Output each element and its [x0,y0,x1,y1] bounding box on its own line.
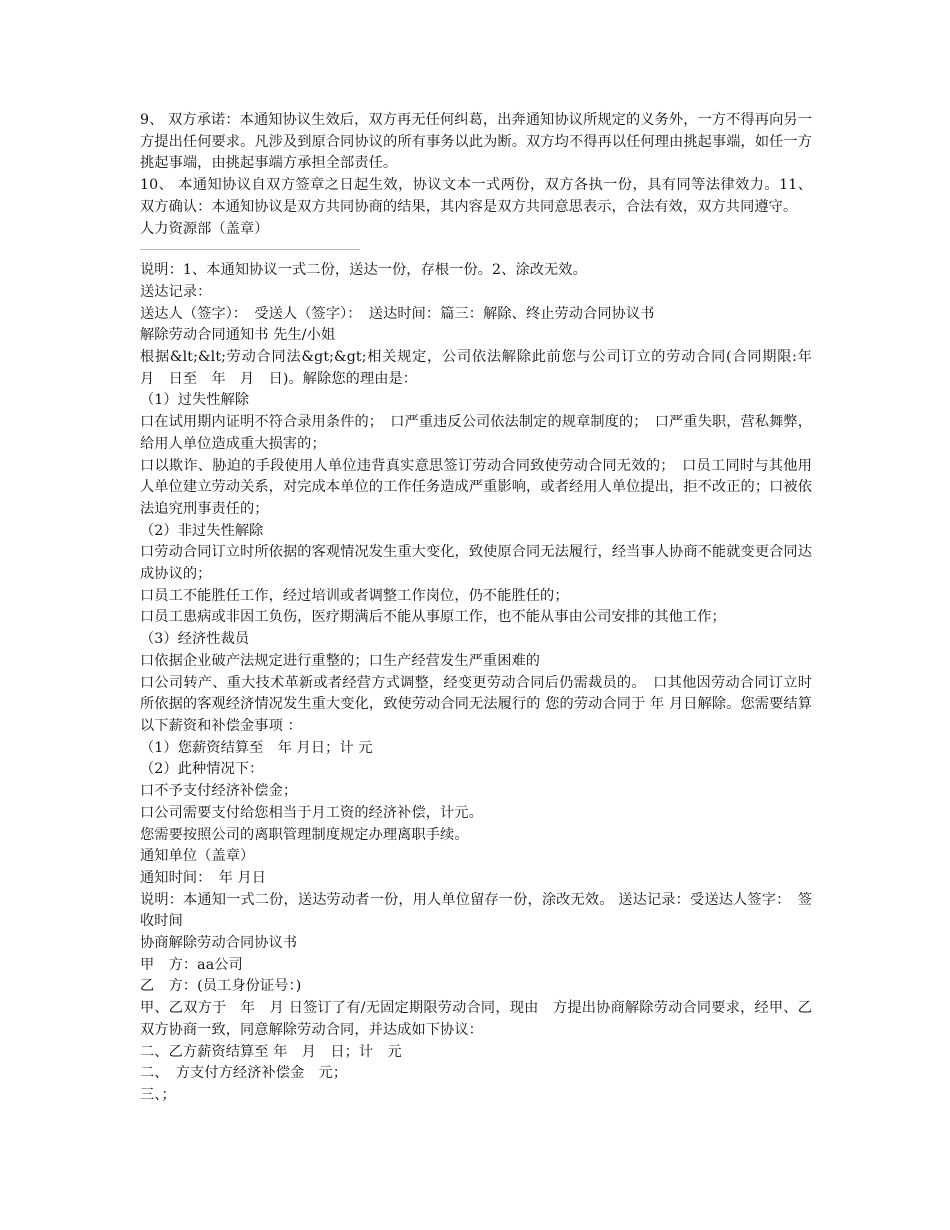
document-paragraph: 协商解除劳动合同协议书 [140,935,298,952]
document-paragraph: 口公司需要支付给您相当于月工资的经济补偿，计元。 [140,804,483,821]
document-paragraph: 口劳动合同订立时所依据的客观情况发生重大变化，致使原合同无法履行，经当事人协商不能就变更合同达成协议的； [140,544,812,583]
document-paragraph: 二、乙方薪资结算至 年 月 日；计 元 [140,1043,402,1060]
document-paragraph: 说明：1、本通知协议一式二份，送达一份，存根一份。2、涂改无效。 [140,262,587,279]
document-paragraph: 通知单位（盖章） [140,848,255,865]
document-paragraph: 送达记录： [140,283,212,300]
document-paragraph: 口员工不能胜任工作，经过培训或者调整工作岗位，仍不能胜任的； [140,587,569,604]
document-paragraph: 甲 方：aa公司 [140,956,243,973]
paragraph-group-before-rule [140,110,812,240]
document-paragraph: 三、； [140,1086,176,1103]
document-paragraph: （3）经济性裁员 [140,631,250,648]
document-paragraph: 通知时间： 年 月日 [140,869,267,886]
document-paragraph: 说明：本通知一式二份，送达劳动者一份，用人单位留存一份，涂改无效。 送达记录：受送达人签字： 签收时间 [140,891,812,930]
document-paragraph: 乙 方：(员工身份证号：) [140,978,302,995]
document-paragraph: 您需要按照公司的离职管理制度规定办理离职手续。 [140,826,469,843]
document-paragraph: 9、 双方承诺：本通知协议生效后，双方再无任何纠葛，出奔通知协议所规定的义务外，一方不得再向另一方提出任何要求。凡涉及到原合同协议的所有事务以此为断。双方均不得再以任何理由挑起事端，如任一方挑起事端，由挑起事端方承担全部责任。 [140,112,812,172]
document-paragraph: 口员工患病或非因工负伤，医疗期满后不能从事原工作，也不能从事由公司安排的其他工作； [140,609,726,626]
document-paragraph: （2）非过失性解除 [140,522,264,539]
document-paragraph: 送达人（签字）： 受送人（签字）： 送达时间：篇三：解除、终止劳动合同协议书 [140,305,655,322]
document-paragraph: 人力资源部（盖章） [140,220,269,237]
document-paragraph: 10、 本通知协议自双方签章之日起生效，协议文本一式两份，双方各执一份，具有同等法律效力。11、 双方确认：本通知协议是双方共同协商的结果，其内容是双方共同意思表示，合法有效，双方共同遵守。 [140,177,812,215]
document-paragraph: 口在试用期内证明不符合录用条件的； 口严重违反公司依法制定的规章制度的； 口严重失职，营私舞弊，给用人单位造成重大损害的； [140,414,812,452]
document-paragraph: （1）您薪资结算至 年 月日；计 元 [140,739,373,756]
document-body [140,110,827,1107]
document-paragraph: 口以欺诈、胁迫的手段使用人单位违背真实意思签订劳动合同致使劳动合同无效的； 口员工同时与其他用人单位建立劳动关系，对完成本单位的工作任务造成严重影响，或者经用人单位提出，拒不改正的；口被依法追究刑事责任的； [140,457,812,517]
paragraph-group-after-rule [140,260,827,1106]
document-paragraph: （1）过失性解除 [140,392,250,409]
document-paragraph: 二、 方支付方经济补偿金 元； [140,1065,348,1082]
document-paragraph: 口不予支付经济补偿金； [140,783,298,800]
document-paragraph: 口公司转产、重大技术革新或者经营方式调整，经变更劳动合同后仍需裁员的。 口其他因劳动合同订立时所依据的客观经济情况发生重大变化，致使劳动合同无法履行的 您的劳动合同于 年 月日解除。您需要结算以下薪资和补偿金事项 ： [140,674,812,734]
document-paragraph: （2）此种情况下： [140,761,264,778]
document-paragraph: 口依据企业破产法规定进行重整的；口生产经营发生严重困难的 [140,652,541,669]
document-paragraph: 解除劳动合同通知书 先生/小姐 [140,327,336,344]
document-paragraph: 甲、乙双方于 年 月 日签订了有/无固定期限劳动合同，现由 方提出协商解除劳动合同要求，经甲、乙双方协商一致，同意解除劳动合同，并达成如下协议： [140,1000,812,1038]
document-paragraph: 根据&lt;&lt;劳动合同法&gt;&gt;相关规定，公司依法解除此前您与公司订立的劳动合同(合同期限:年 月 日至 年 月 日)。解除您的理由是： [140,349,827,387]
horizontal-divider [140,249,360,250]
